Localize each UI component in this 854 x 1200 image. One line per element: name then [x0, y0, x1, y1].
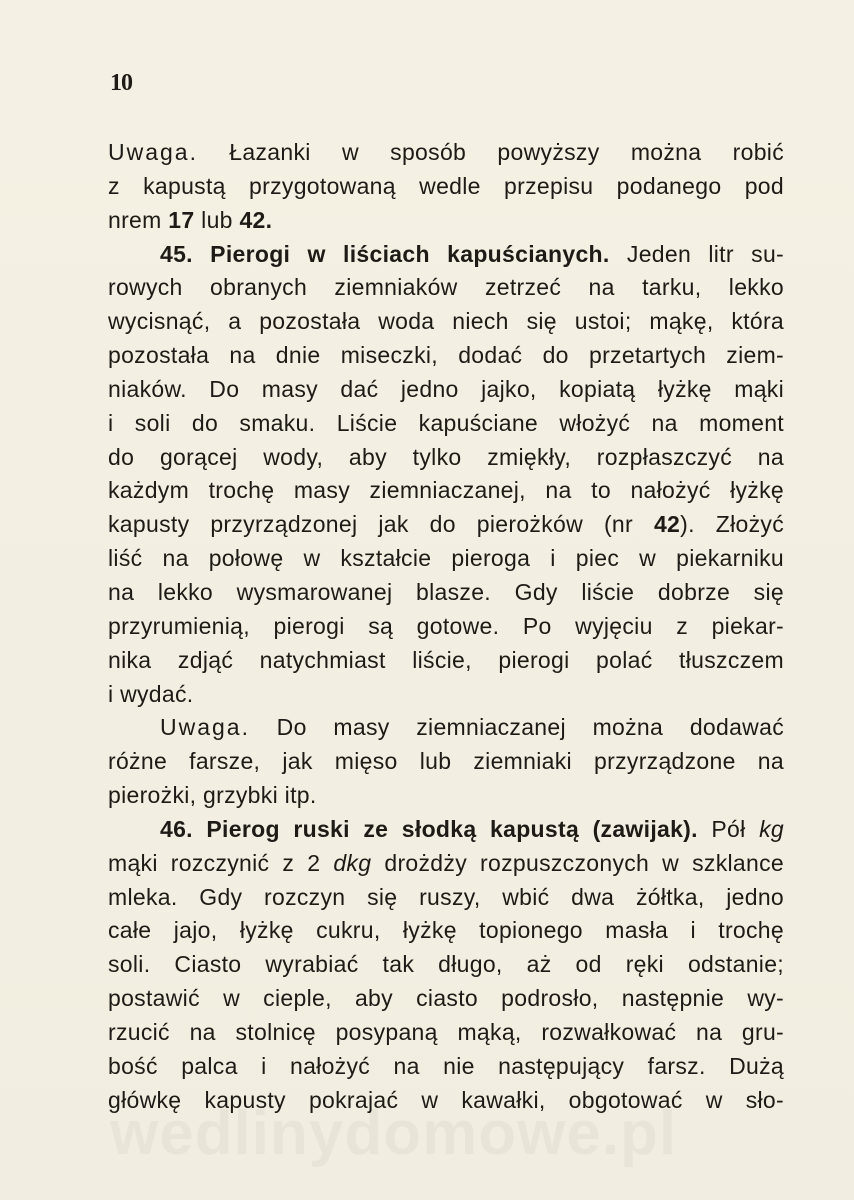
text-line	[108, 644, 784, 678]
document-text	[108, 136, 784, 1117]
text-segment: pozostała na dnie miseczki, dodać do przetartych ziem-	[108, 342, 784, 369]
text-line	[108, 948, 784, 982]
text-segment: bość palca i nałożyć na nie następujący farsz. Dużą	[108, 1052, 784, 1079]
text-segment: na lekko wysmarowanej blasze. Gdy liście dobrze się	[108, 578, 784, 605]
text-line	[108, 136, 784, 170]
text-segment: postawić w cieple, aby ciasto podrosło, następnie wy-	[108, 985, 784, 1012]
text-segment: mąki rozczynić z 2	[108, 849, 334, 876]
text-segment: Uwaga.	[160, 714, 250, 741]
text-segment: przyrumienią, pierogi są gotowe. Po wyjęciu z piekar-	[108, 612, 784, 639]
text-segment: niaków. Do masy dać jedno jajko, kopiatą łyżkę mąki	[108, 375, 784, 402]
text-line	[108, 813, 784, 847]
text-segment: i soli do smaku. Liście kapuściane włożyć na moment	[108, 409, 784, 436]
text-line	[108, 1050, 784, 1084]
text-segment: Do masy ziemniaczanej można dodawać	[249, 714, 784, 741]
page-number: 10	[110, 70, 132, 96]
text-segment: kapusty przyrządzonej jak do pierożków (nr	[108, 511, 654, 538]
text-line	[108, 711, 784, 745]
text-line	[108, 238, 784, 272]
text-segment: 46. Pierog ruski ze słodką kapustą (zawijak).	[160, 815, 698, 842]
text-segment: 42	[653, 511, 681, 538]
text-segment: całe jajo, łyżkę cukru, łyżkę topionego masła i trochę	[108, 917, 784, 944]
text-segment: nika zdjąć natychmiast liście, pierogi polać tłuszczem	[108, 646, 784, 673]
text-segment: główkę kapusty pokrajać w kawałki, obgotować w sło-	[108, 1086, 784, 1113]
text-line	[108, 847, 784, 881]
text-line	[108, 170, 784, 204]
text-line	[108, 305, 784, 339]
text-segment: do gorącej wody, aby tylko zmiękły, rozpłaszczyć na	[108, 443, 784, 470]
text-line	[108, 745, 784, 779]
text-line	[108, 373, 784, 407]
text-line	[108, 779, 784, 813]
text-segment: Łazanki w sposób powyższy można robić	[197, 139, 784, 165]
text-segment: rzucić na stolnicę posypaną mąką, rozwałkować na gru-	[108, 1018, 784, 1045]
text-segment: liść na połowę w kształcie pieroga i piec w piekarniku	[108, 545, 784, 572]
text-segment: różne farsze, jak mięso lub ziemniaki przyrządzone na	[108, 748, 784, 775]
text-line	[108, 1084, 784, 1118]
text-segment: 42.	[239, 206, 273, 233]
text-segment: Uwaga.	[108, 139, 198, 165]
text-segment: soli. Ciasto wyrabiać tak długo, aż od ręki odstanie;	[108, 951, 784, 978]
text-line	[108, 542, 784, 576]
text-line	[108, 407, 784, 441]
text-segment: 17	[168, 206, 195, 233]
text-segment: i wydać.	[108, 680, 194, 707]
text-line	[108, 441, 784, 475]
text-segment: wycisnąć, a pozostała woda niech się ustoi; mąkę, która	[108, 308, 784, 335]
text-segment: rowych obranych ziemniaków zetrzeć na tarku, lekko	[108, 274, 784, 301]
text-segment: Pół	[697, 815, 760, 842]
text-line	[108, 1016, 784, 1050]
text-segment: drożdży rozpuszczonych w szklance	[371, 849, 784, 876]
text-segment: Jeden litr su-	[609, 240, 784, 267]
text-line	[108, 881, 784, 915]
text-line	[108, 474, 784, 508]
text-line	[108, 339, 784, 373]
text-segment: z kapustą przygotowaną wedle przepisu podanego pod	[108, 172, 784, 199]
text-segment: lub	[194, 206, 240, 233]
text-segment: mleka. Gdy rozczyn się ruszy, wbić dwa żółtka, jedno	[108, 883, 784, 910]
text-segment: kg	[759, 815, 784, 842]
text-line	[108, 576, 784, 610]
text-segment: pierożki, grzybki itp.	[108, 782, 317, 809]
text-line	[108, 678, 784, 712]
text-line	[108, 914, 784, 948]
text-line	[108, 610, 784, 644]
text-segment: nrem	[108, 206, 169, 233]
text-line	[108, 982, 784, 1016]
text-line	[108, 508, 784, 542]
text-segment: każdym trochę masy ziemniaczanej, na to nałożyć łyżkę	[108, 477, 784, 504]
text-line	[108, 204, 784, 238]
text-segment: ). Złożyć	[680, 511, 785, 538]
text-segment: dkg	[333, 849, 372, 876]
text-line	[108, 271, 784, 305]
text-segment: 45. Pierogi w liściach kapuścianych.	[160, 240, 610, 267]
